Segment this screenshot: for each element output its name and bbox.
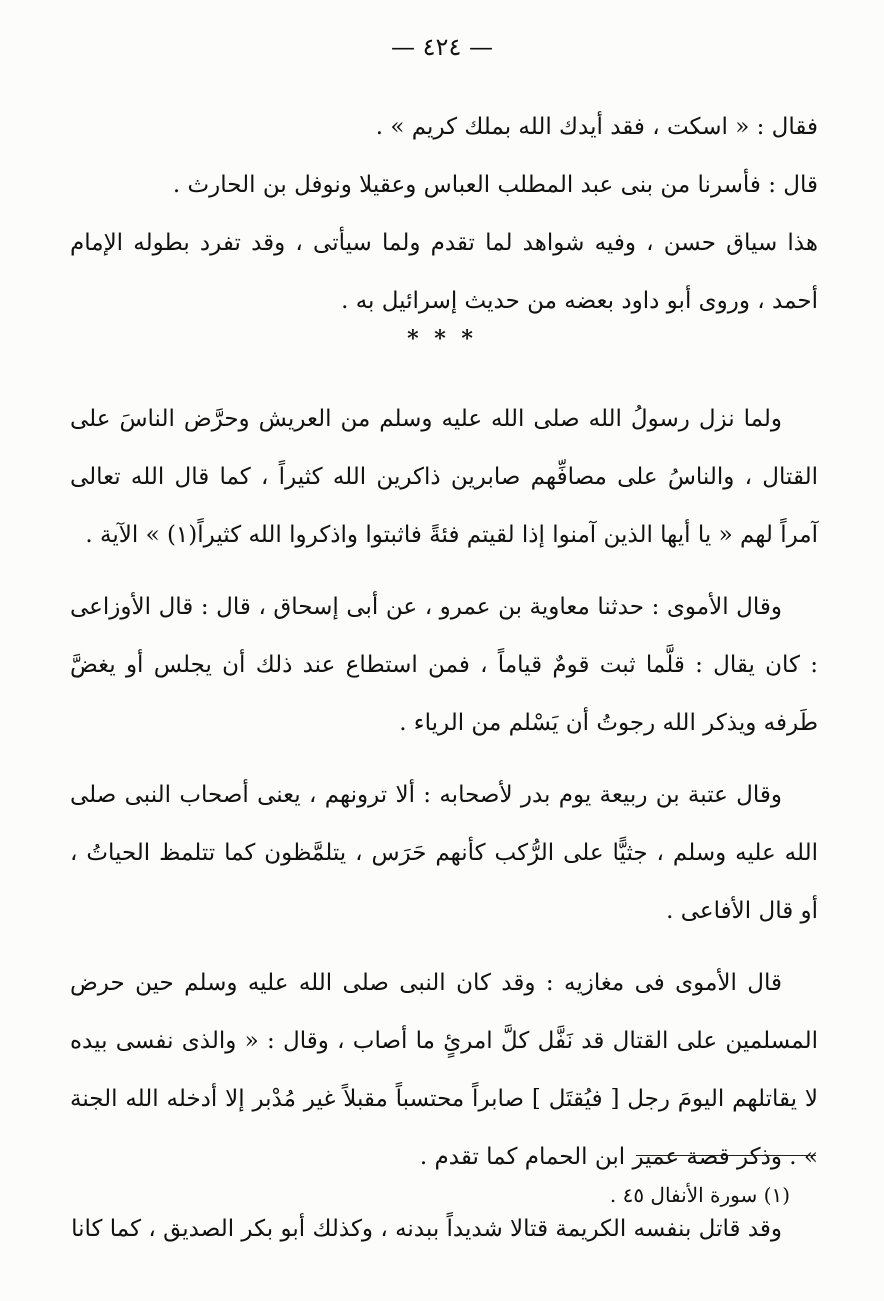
paragraph: قال الأموى فى مغازيه : وقد كان النبى صلى الله عليه وسلم حين حرض المسلمين على القتال قد نَفَّل كلَّ امرئٍ ما أصاب ، وقال : « والذى نفسى بيده لا يقاتلهم اليومَ رجل [ فيُقتَل ] صابراً محتسباً مقبلاً غير مُدْبر إلا أدخله الله الجنة » . وذكر قصة عمير ابن الحمام كما تقدم . [70,970,818,1170]
paragraph: ولما نزل رسولُ الله صلى الله عليه وسلم من العريش وحرَّض الناسَ على القتال ، والناسُ على مصافِّهم صابرين ذاكرين الله كثيراً ، كما قال الله تعالى آمراً لهم « يا أيها الذين آمنوا إذا لقيتم فئةً فاثبتوا واذكروا الله كثيراً(١) » الآية . [70,406,818,548]
paragraph: وقد قاتل بنفسه الكريمة قتالا شديداً ببدنه ، وكذلك أبو بكر الصديق ، كما كانا [71,1216,782,1242]
text-line: هذا سياق حسن ، وفيه شواهد لما تقدم ولما سيأتى ، وقد تفرد بطوله الإمام أحمد ، وروى أبو داود بعضه من حديث إسرائيل به . [70,230,818,314]
footnote: (١) سورة الأنفال ٤٥ . [609,1183,790,1207]
paragraph: وقال الأموى : حدثنا معاوية بن عمرو ، عن أبى إسحاق ، قال : قال الأوزاعى : كان يقال : قلَّما ثبت قومٌ قياماً ، فمن استطاع عند ذلك أن يجلس أو يغضَّ طَرفه ويذكر الله رجوتُ أن يَسْلم من الرياء . [70,594,818,736]
text-line: فقال : « اسكت ، فقد أيدك الله بملك كريم » . [375,114,818,140]
main-text [70,98,818,1258]
text-line: قال : فأسرنا من بنى عبد المطلب العباس وعقيلا ونوفل بن الحارث . [172,172,818,198]
page-number: — ٤٢٤ — [391,33,493,61]
paragraph: وقال عتبة بن ربيعة يوم بدر لأصحابه : ألا ترونهم ، يعنى أصحاب النبى صلى الله عليه وسلم ، جثيًّا على الرُّكب كأنهم حَرَس ، يتلمَّظون كما تتلمظ الحياتُ ، أو قال الأفاعى . [70,782,818,924]
section-separator: * * * [407,326,477,352]
footnote-divider [636,1155,816,1156]
